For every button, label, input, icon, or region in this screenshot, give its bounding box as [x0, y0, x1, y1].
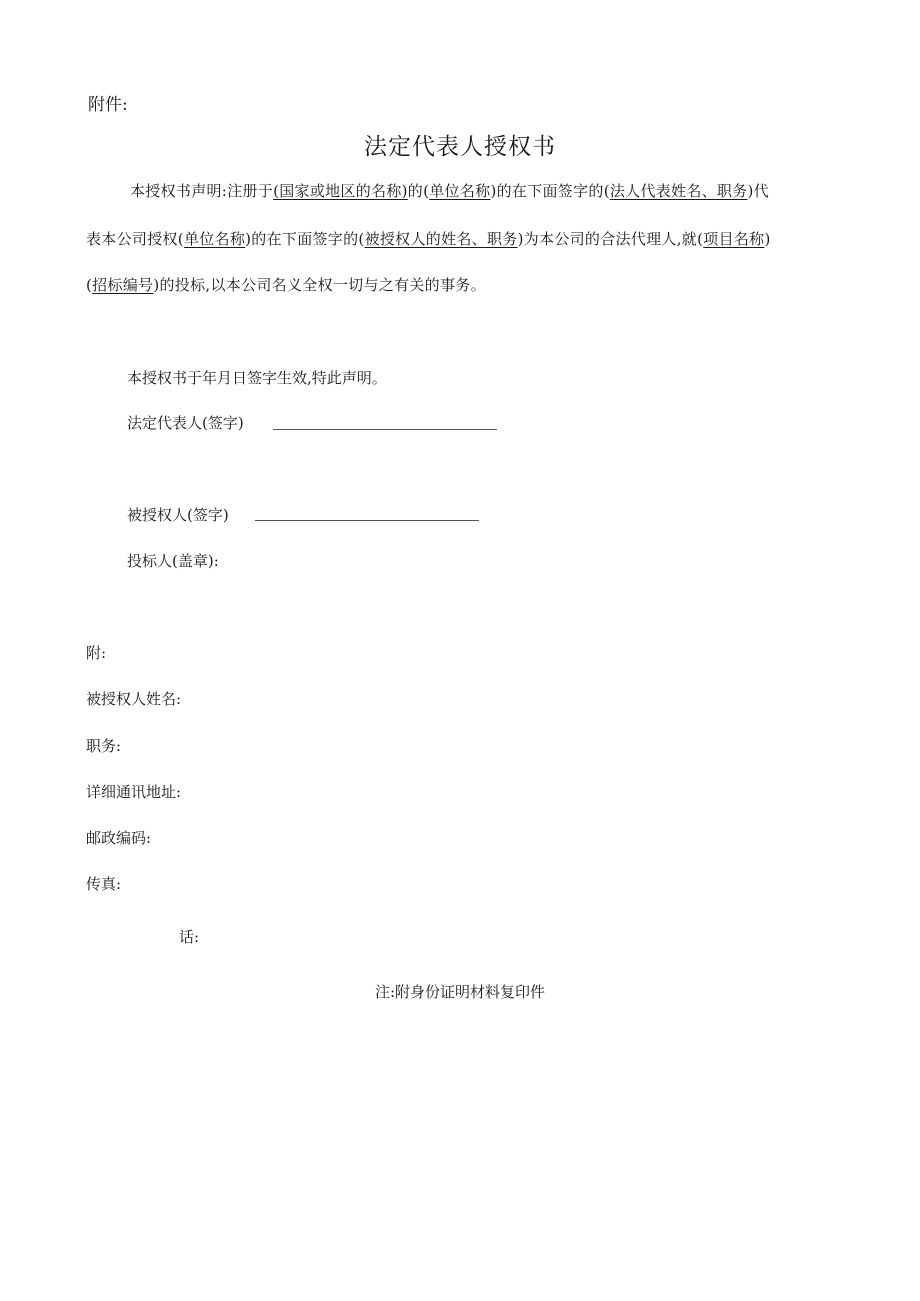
statement-text: )为本公司的合法代理人,就( [517, 230, 704, 248]
position-label: 职务: [86, 737, 122, 755]
legal-rep-field: 法人代表姓名、职务 [609, 182, 748, 200]
statement-text: 表本公司授权( [86, 230, 184, 248]
statement-text: )的在下面签字的( [490, 182, 610, 200]
effective-statement: 本授权书于年月日签字生效,特此声明。 [127, 369, 387, 387]
authorized-person-field: 被授权人的姓名、职务 [364, 230, 518, 248]
statement-intro: 本授权书声明:注册于 [130, 182, 274, 200]
phone-label: 话: [179, 928, 200, 946]
statement-text: ( [86, 276, 93, 294]
project-name-field: 项目名称 [703, 230, 765, 248]
tender-number-field: 招标编号 [92, 276, 154, 294]
fax-label: 传真: [86, 875, 122, 893]
unit-name-field: 单位名称 [429, 182, 491, 200]
document-title: 法定代表人授权书 [364, 134, 556, 160]
statement-line-2 [86, 228, 771, 249]
statement-text: )的投标,以本公司名义全权一切与之有关的事务。 [153, 276, 486, 294]
statement-text: )的在下面签字的( [245, 230, 365, 248]
postcode-label: 邮政编码: [86, 829, 152, 847]
statement-text: )代 [747, 182, 769, 200]
attachment-note: 注:附身份证明材料复印件 [374, 983, 546, 1001]
authorized-signature-line[interactable] [255, 520, 479, 521]
statement-line-1 [86, 180, 769, 201]
legal-rep-signature-line[interactable] [273, 429, 497, 430]
authorization-statement [86, 180, 838, 310]
country-name-field: (国家或地区的名称) [273, 182, 408, 200]
authorized-signature-label: 被授权人(签字) [127, 506, 229, 524]
address-label: 详细通讯地址: [86, 783, 182, 801]
unit-name-field: 单位名称 [183, 230, 246, 248]
bidder-seal-label: 投标人(盖章): [127, 552, 219, 570]
attachment-label: 附件: [88, 95, 128, 115]
legal-rep-signature-label: 法定代表人(签字) [127, 414, 244, 432]
statement-text: ) [764, 230, 771, 248]
statement-text: 的( [407, 182, 430, 200]
appendix-label: 附: [86, 644, 107, 662]
authorized-name-label: 被授权人姓名: [86, 690, 182, 708]
statement-line-3 [86, 274, 486, 295]
